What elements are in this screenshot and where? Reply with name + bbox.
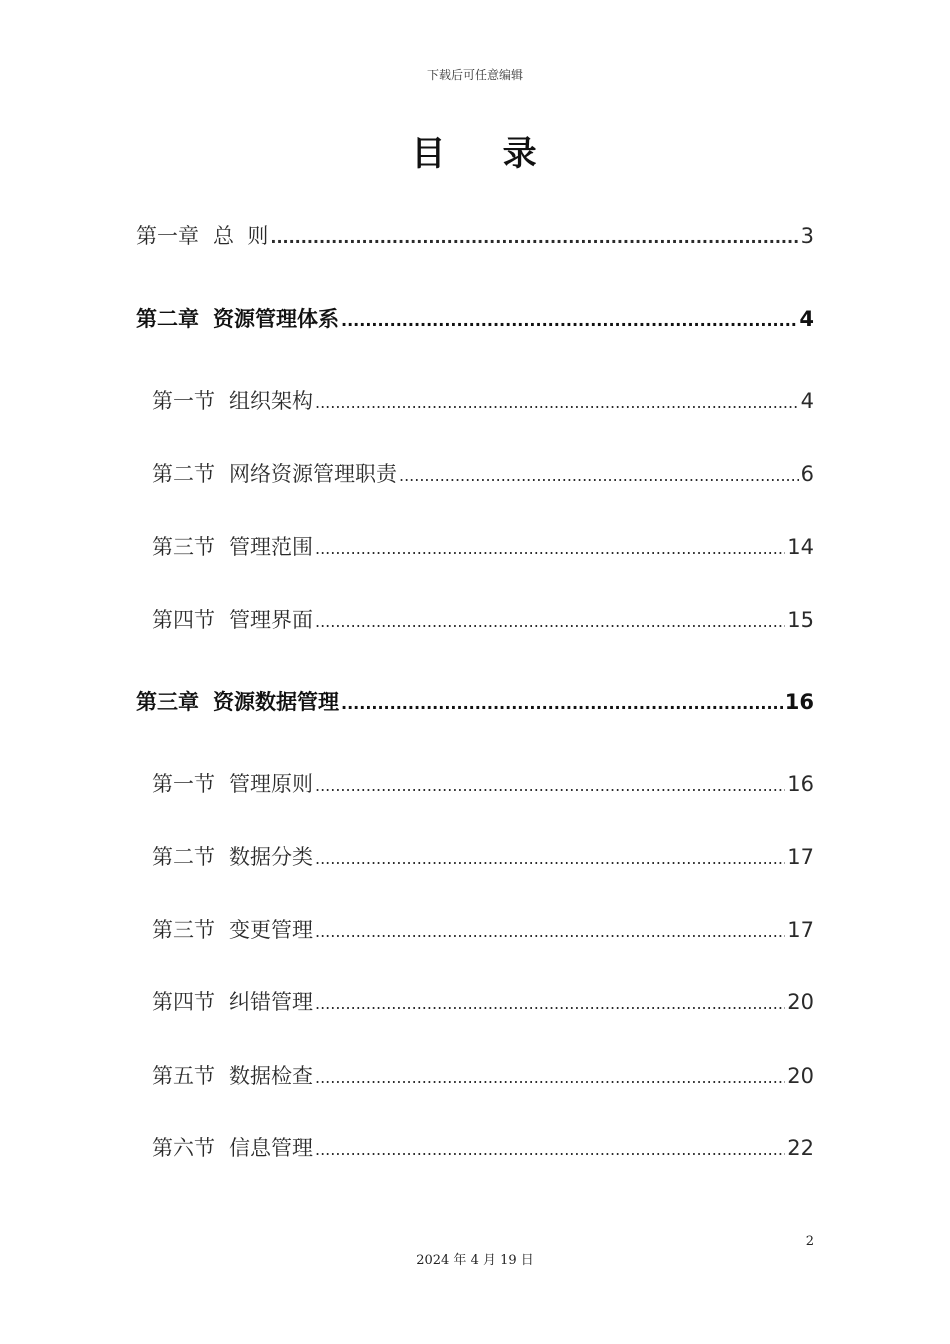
toc-entry-title: 纠错管理 bbox=[229, 990, 313, 1014]
dot-leader bbox=[315, 532, 785, 564]
toc-entry-number: 第三节 bbox=[152, 918, 215, 942]
toc-entry-page: 15 bbox=[787, 608, 814, 632]
dot-leader bbox=[315, 915, 785, 947]
toc-entry-number: 第六节 bbox=[152, 1136, 215, 1160]
toc-entry-title: 变更管理 bbox=[229, 918, 313, 942]
toc-entry-title: 管理范围 bbox=[229, 535, 313, 559]
toc-entry-number: 第一节 bbox=[152, 389, 215, 413]
toc-entry-number: 第三节 bbox=[152, 535, 215, 559]
toc-entry-title: 资源数据管理 bbox=[213, 690, 339, 714]
dot-leader bbox=[315, 605, 785, 637]
toc-entry-number: 第二章 bbox=[136, 307, 199, 331]
toc-entry-number: 第四节 bbox=[152, 990, 215, 1014]
dot-leader bbox=[315, 842, 785, 874]
dot-leader bbox=[315, 987, 785, 1019]
toc-entry-section[interactable] bbox=[152, 605, 814, 635]
dot-leader bbox=[315, 386, 799, 418]
toc-entry-page: 6 bbox=[800, 462, 814, 486]
dot-leader bbox=[315, 769, 785, 801]
dot-leader bbox=[270, 221, 798, 253]
toc-entry-number: 第一章 bbox=[136, 224, 199, 248]
toc-entry-page: 20 bbox=[787, 1064, 814, 1088]
dot-leader bbox=[315, 1061, 785, 1093]
toc-entry-page: 4 bbox=[799, 307, 814, 331]
toc-entry-title: 数据检查 bbox=[229, 1064, 313, 1088]
toc-entry-page: 4 bbox=[800, 389, 814, 413]
toc-entry-title: 信息管理 bbox=[229, 1136, 313, 1160]
toc-entry-title: 资源管理体系 bbox=[213, 307, 339, 331]
toc-entry-section[interactable] bbox=[152, 769, 814, 799]
page-header: 下载后可任意编辑 bbox=[426, 68, 523, 82]
toc-entry-number: 第三章 bbox=[136, 690, 199, 714]
toc-entry-number: 第二节 bbox=[152, 845, 215, 869]
toc-entry-chapter-3[interactable] bbox=[136, 687, 814, 717]
toc-entry-title: 数据分类 bbox=[229, 845, 313, 869]
toc-entry-page: 20 bbox=[787, 990, 814, 1014]
page-number: 2 bbox=[805, 1234, 814, 1249]
dot-leader bbox=[341, 687, 783, 719]
toc-entry-number: 第五节 bbox=[152, 1064, 215, 1088]
toc-entry-section[interactable] bbox=[152, 459, 814, 489]
toc-entry-section[interactable] bbox=[152, 1061, 814, 1091]
toc-entry-page: 16 bbox=[787, 772, 814, 796]
toc-entry-number: 第一节 bbox=[152, 772, 215, 796]
toc-entry-title: 总 则 bbox=[213, 224, 269, 248]
page-title: 目 录 bbox=[411, 134, 539, 174]
toc-entry-title: 管理界面 bbox=[229, 608, 313, 632]
toc-entry-section[interactable] bbox=[152, 532, 814, 562]
toc-entry-page: 17 bbox=[787, 918, 814, 942]
toc-entry-number: 第二节 bbox=[152, 462, 215, 486]
toc-entry-page: 17 bbox=[787, 845, 814, 869]
toc-entry-title: 网络资源管理职责 bbox=[229, 462, 397, 486]
toc-entry-number: 第四节 bbox=[152, 608, 215, 632]
toc-entry-title: 管理原则 bbox=[229, 772, 313, 796]
toc-entry-section[interactable] bbox=[152, 915, 814, 945]
toc-entry-chapter-2[interactable] bbox=[136, 304, 814, 334]
toc-entry-page: 3 bbox=[800, 224, 814, 248]
toc-entry-section[interactable] bbox=[152, 842, 814, 872]
toc-entry-section[interactable] bbox=[152, 1133, 814, 1163]
page-footer-date: 2024 年 4 月 19 日 bbox=[416, 1253, 534, 1268]
toc-entry-section[interactable] bbox=[152, 386, 814, 416]
dot-leader bbox=[399, 459, 799, 491]
toc-entry-page: 16 bbox=[784, 690, 814, 714]
toc-entry-page: 14 bbox=[787, 535, 814, 559]
toc-entry-title: 组织架构 bbox=[229, 389, 313, 413]
toc-entry-chapter-1[interactable] bbox=[136, 221, 814, 251]
toc-entry-section[interactable] bbox=[152, 987, 814, 1017]
dot-leader bbox=[341, 304, 797, 336]
dot-leader bbox=[315, 1133, 785, 1165]
toc-entry-page: 22 bbox=[787, 1136, 814, 1160]
